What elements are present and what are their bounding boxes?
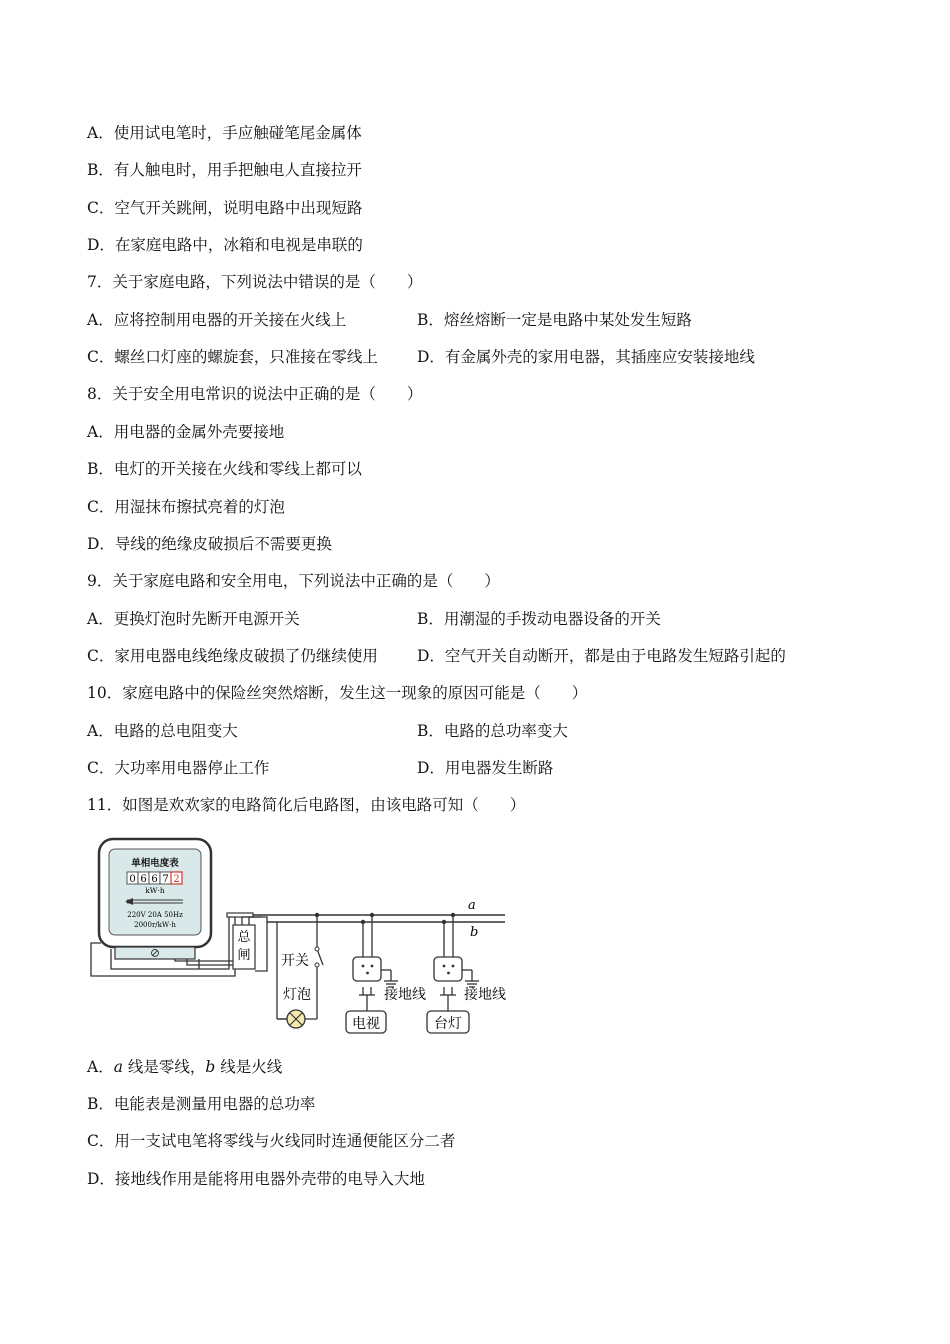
- switch-label: 开关: [281, 953, 309, 969]
- q11-option-a-prefix: A．: [87, 1058, 114, 1076]
- q8-option-b: B．电灯的开关接在火线和零线上都可以: [87, 460, 362, 478]
- q9-option-c: C．家用电器电线绝缘皮破损了仍继续使用: [87, 647, 378, 665]
- prev-option-a: A．使用试电笔时，手应触碰笔尾金属体: [87, 124, 362, 142]
- digit-5: 2: [173, 874, 180, 885]
- q11-option-a-var-b: b: [205, 1058, 216, 1076]
- q7-option-b: B．熔丝熔断一定是电路中某处发生短路: [417, 311, 692, 329]
- q11-option-d: D．接地线作用是能将用电器外壳带的电导入大地: [87, 1170, 425, 1188]
- q8-stem: 8．关于安全用电常识的说法中正确的是（ ）: [87, 385, 423, 403]
- digit-2: 6: [140, 874, 147, 885]
- q7-option-a: A．应将控制用电器的开关接在火线上: [87, 311, 347, 329]
- circuit-diagram: [87, 833, 517, 1043]
- tv-label: 电视: [352, 1016, 380, 1032]
- desk-lamp-label: 台灯: [434, 1016, 462, 1032]
- q11-option-a-var-a: a: [113, 1058, 123, 1076]
- q10-option-d: D．用电器发生断路: [417, 759, 554, 777]
- q8-option-c: C．用湿抹布擦拭亮着的灯泡: [87, 498, 285, 516]
- line-b-label: b: [470, 925, 479, 940]
- q11-option-a-suffix: 线是火线: [215, 1058, 283, 1076]
- q9-option-a: A．更换灯泡时先断开电源开关: [87, 610, 300, 628]
- q11-stem: 11．如图是欢欢家的电路简化后电路图，由该电路可知（ ）: [87, 796, 526, 814]
- meter-title: 单相电度表: [131, 858, 179, 869]
- meter-unit: kW·h: [145, 886, 165, 895]
- q7-option-d: D．有金属外壳的家用电器，其插座应安装接地线: [417, 348, 755, 366]
- q7-option-c: C．螺丝口灯座的螺旋套，只准接在零线上: [87, 348, 378, 366]
- ground-label-1: 接地线: [384, 987, 426, 1003]
- socket-2: [434, 957, 462, 981]
- q9-stem: 9．关于家庭电路和安全用电，下列说法中正确的是（ ）: [87, 572, 500, 590]
- bulb-label: 灯泡: [283, 987, 311, 1003]
- q10-stem: 10．家庭电路中的保险丝突然熔断，发生这一现象的原因可能是（ ）: [87, 684, 588, 702]
- q7-stem: 7．关于家庭电路，下列说法中错误的是（ ）: [87, 273, 423, 291]
- line-a-label: a: [468, 898, 476, 913]
- digit-4: 7: [162, 874, 169, 885]
- q11-option-c: C．用一支试电笔将零线与火线同时连通便能区分二者: [87, 1132, 456, 1150]
- q11-option-a-mid: 线是零线，: [122, 1058, 206, 1076]
- socket-1: [353, 957, 381, 981]
- q10-option-b: B．电路的总功率变大: [417, 722, 568, 740]
- meter-spec-2: 2000r/kW·h: [134, 921, 176, 929]
- q11-option-a: [87, 1057, 282, 1077]
- switch-blade: [317, 949, 323, 965]
- plug-2: [440, 987, 456, 1011]
- digit-3: 6: [151, 874, 158, 885]
- prev-option-b: B．有人触电时，用手把触电人直接拉开: [87, 161, 362, 179]
- plug-1: [359, 987, 375, 1011]
- q9-option-b: B．用潮湿的手拨动电器设备的开关: [417, 610, 661, 628]
- q10-option-c: C．大功率用电器停止工作: [87, 759, 270, 777]
- main-switch-label-1: 总: [237, 930, 251, 945]
- ground-label-2: 接地线: [464, 987, 506, 1003]
- q8-option-a: A．用电器的金属外壳要接地: [87, 423, 285, 441]
- digit-1: 0: [129, 874, 136, 885]
- q11-option-b: B．电能表是测量用电器的总功率: [87, 1095, 316, 1113]
- main-lines: [253, 915, 505, 922]
- q9-option-d: D．空气开关自动断开，都是由于电路发生短路引起的: [417, 647, 786, 665]
- q10-option-a: A．电路的总电阻变大: [87, 722, 238, 740]
- meter-spec-1: 220V 20A 50Hz: [127, 911, 183, 919]
- prev-option-d: D．在家庭电路中，冰箱和电视是串联的: [87, 236, 363, 254]
- main-switch-label-2: 闸: [237, 948, 251, 963]
- meter-digits: [127, 872, 182, 885]
- q8-option-d: D．导线的绝缘皮破损后不需要更换: [87, 535, 332, 553]
- prev-option-c: C．空气开关跳闸，说明电路中出现短路: [87, 199, 363, 217]
